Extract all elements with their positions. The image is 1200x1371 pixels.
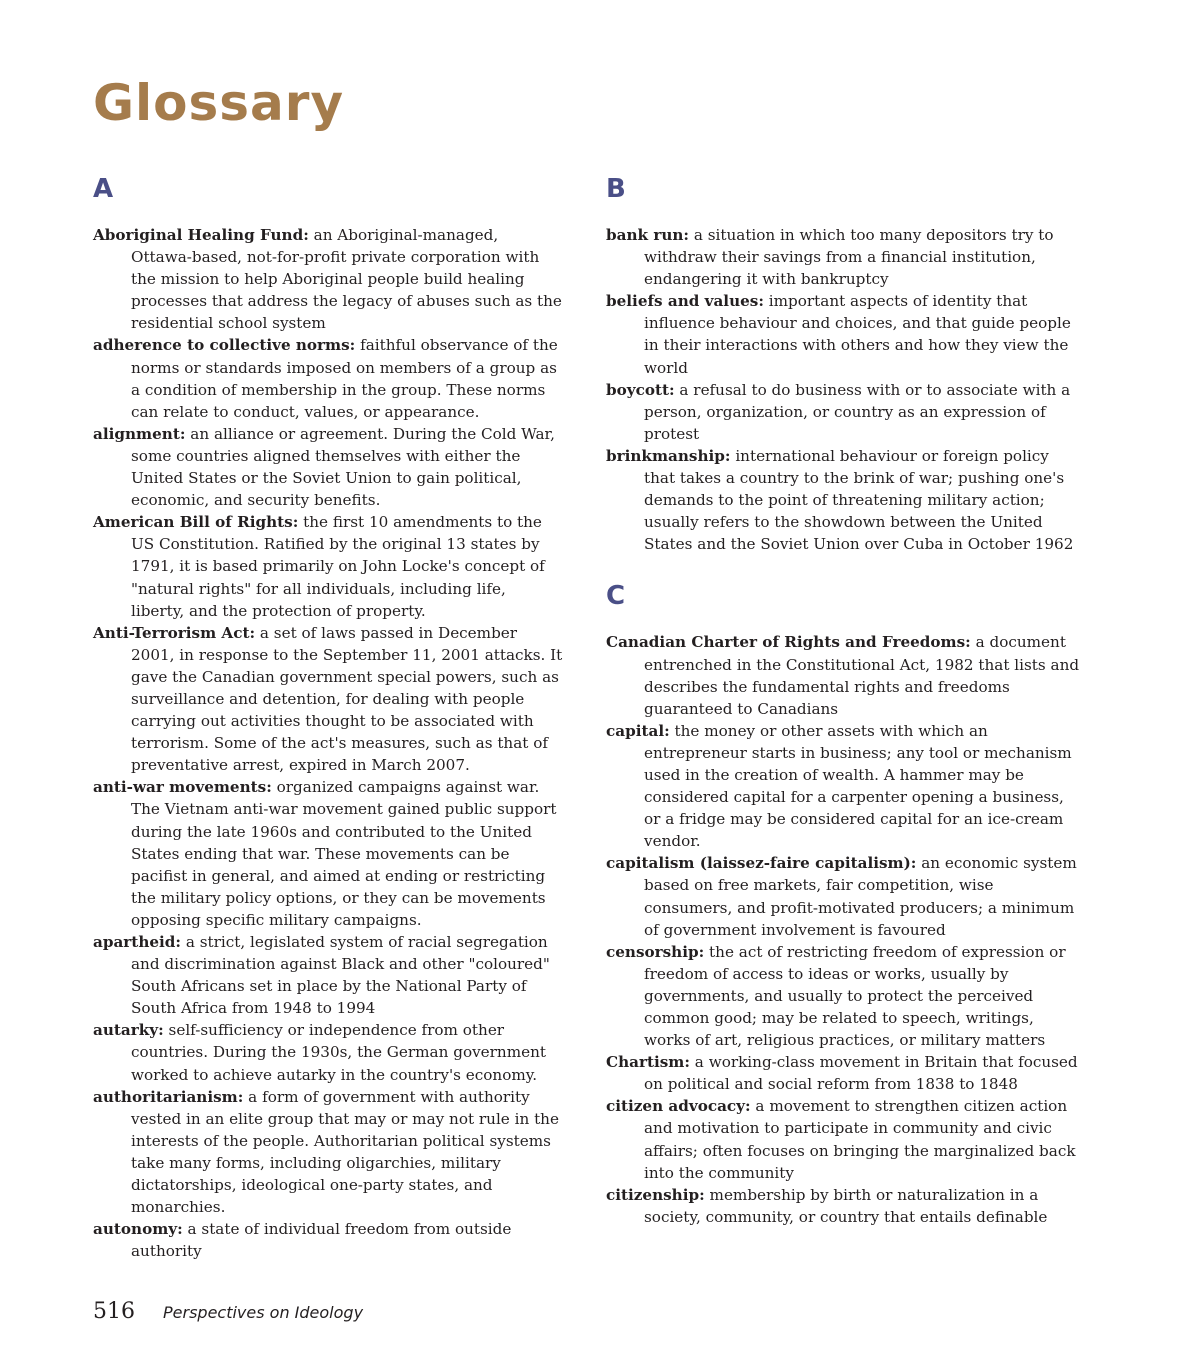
glossary-definition: a working-class movement in Britain that focused on political and social reform from 1838 to 1848 <box>644 1053 1078 1094</box>
right-column <box>606 172 1081 1228</box>
page-footer <box>93 1299 363 1324</box>
glossary-definition: an economic system based on free markets, fair competition, wise consumers, and profit-motivated producers; a minimum of government involvement is favoured <box>644 854 1077 939</box>
glossary-entry <box>93 1086 563 1219</box>
glossary-definition: organized campaigns against war. The Vietnam anti-war movement gained public support during the late 1960s and contributed to the United States ending that war. These movements can be pacifist in general, and aimed at ending or restricting the military policy options, or they can be movements opposing specific military campaigns. <box>131 778 557 929</box>
glossary-definition: a strict, legislated system of racial segregation and discrimination against Black and other "coloured" South Africans set in place by the National Party of South Africa from 1948 to 1994 <box>131 933 550 1018</box>
glossary-entry <box>606 941 1081 1051</box>
glossary-definition: a situation in which too many depositors try to withdraw their savings from a financial institution, endangering it with bankruptcy <box>644 226 1054 289</box>
left-column <box>93 172 563 1262</box>
glossary-entry <box>606 852 1081 940</box>
section-letter-a: A <box>93 174 114 204</box>
glossary-term: brinkmanship: <box>606 446 731 465</box>
glossary-entry <box>93 423 563 511</box>
glossary-term: Canadian Charter of Rights and Freedoms: <box>606 633 971 652</box>
glossary-definition: the money or other assets with which an entrepreneur starts in business; any tool or mechanism used in the creation of wealth. A hammer may be considered capital for a carpenter opening a business, or a fridge may be considered capital for an ice-cream vendor. <box>644 721 1072 851</box>
book-title: Perspectives on Ideology <box>163 1303 364 1322</box>
section-gap <box>606 555 1081 579</box>
glossary-term: Aboriginal Healing Fund: <box>93 226 309 244</box>
glossary-entry <box>93 334 563 422</box>
glossary-entry <box>93 511 563 621</box>
glossary-definition: self-sufficiency or independence from other countries. During the 1930s, the German government worked to achieve autarky in the country's economy. <box>131 1021 546 1084</box>
section-letter-b: B <box>606 174 626 204</box>
glossary-entry <box>606 720 1081 853</box>
glossary-entry <box>93 622 563 777</box>
glossary-definition: a form of government with authority vested in an elite group that may or may not rule in the interests of the people. Authoritarian political systems take many forms, including oligarchies, military dictatorships, ideological one-party states, and monarchies. <box>131 1087 559 1217</box>
glossary-term: anti-war movements: <box>93 778 272 797</box>
glossary-term: capital: <box>606 721 670 740</box>
glossary-entry <box>93 224 563 334</box>
glossary-entry <box>606 1184 1081 1228</box>
glossary-definition: membership by birth or naturalization in a society, community, or country that entails definable <box>644 1185 1048 1226</box>
glossary-term: boycott: <box>606 380 675 399</box>
glossary-list-b <box>606 224 1081 555</box>
glossary-entry <box>93 931 563 1019</box>
glossary-definition: faithful observance of the norms or standards imposed on members of a group as a condition of membership in the group. These norms can relate to conduct, values, or appearance. <box>131 336 558 421</box>
glossary-entry <box>93 776 563 931</box>
glossary-entry <box>93 1019 563 1085</box>
glossary-term: Chartism: <box>606 1053 690 1072</box>
glossary-entry <box>606 224 1081 290</box>
glossary-entry <box>606 631 1081 719</box>
glossary-definition: important aspects of identity that influence behaviour and choices, and that guide people in their interactions with others and how they view the world <box>644 292 1071 377</box>
glossary-term: Anti-Terrorism Act: <box>93 623 256 642</box>
glossary-term: authoritarianism: <box>93 1087 244 1106</box>
glossary-definition: the first 10 amendments to the US Constitution. Ratified by the original 13 states by 1791, it is based primarily on John Locke's concept of "natural rights" for all individuals, including life, liberty, and the protection of property. <box>131 513 545 620</box>
glossary-entry <box>606 1095 1081 1183</box>
glossary-entry <box>606 1051 1081 1095</box>
glossary-term: citizen advocacy: <box>606 1097 751 1116</box>
glossary-definition: a refusal to do business with or to associate with a person, organization, or country as an expression of protest <box>644 380 1071 443</box>
glossary-definition: a set of laws passed in December 2001, in response to the September 11, 2001 attacks. It gave the Canadian government special powers, such as surveillance and detention, for dealing with people carrying out activities thought to be associated with terrorism. Some of the act's measures, such as that of preventative arrest, expired in March 2007. <box>131 623 563 775</box>
glossary-definition: a movement to strengthen citizen action and motivation to participate in community and civic affairs; often focuses on bringing the marginalized back into the community <box>644 1097 1076 1182</box>
glossary-list-a <box>93 224 563 1262</box>
glossary-definition: a state of individual freedom from outside authority <box>131 1220 512 1261</box>
glossary-term: autarky: <box>93 1021 164 1040</box>
glossary-entry <box>606 445 1081 555</box>
glossary-entry <box>606 290 1081 378</box>
glossary-entry <box>606 379 1081 445</box>
glossary-term: autonomy: <box>93 1220 183 1239</box>
glossary-definition: international behaviour or foreign policy that takes a country to the brink of war; pushing one's demands to the point of threatening military action; usually refers to the showdown between the United States and the Soviet Union over Cuba in October 1962 <box>644 446 1074 554</box>
glossary-term: bank run: <box>606 226 690 244</box>
glossary-definition: a document entrenched in the Constitutional Act, 1982 that lists and describes the fundamental rights and freedoms guaranteed to Canadians <box>644 633 1080 718</box>
glossary-term: censorship: <box>606 942 705 961</box>
glossary-term: citizenship: <box>606 1185 705 1204</box>
glossary-term: capitalism (laissez-faire capitalism): <box>606 854 917 873</box>
glossary-entry <box>93 1218 563 1262</box>
glossary-term: adherence to collective norms: <box>93 336 356 355</box>
glossary-definition: the act of restricting freedom of expression or freedom of access to ideas or works, usually by governments, and usually to protect the perceived common good; may be related to speech, writings, works of art, religious practices, or military matters <box>644 942 1066 1050</box>
section-letter-c: C <box>606 581 626 612</box>
glossary-definition: an Aboriginal-managed, Ottawa-based, not-for-profit private corporation with the mission to help Aboriginal people build healing processes that address the legacy of abuses such as the residential school system <box>131 226 562 333</box>
glossary-list-c <box>606 631 1081 1228</box>
glossary-term: beliefs and values: <box>606 292 764 311</box>
glossary-term: apartheid: <box>93 933 182 951</box>
page-title: Glossary <box>93 74 345 132</box>
glossary-term: American Bill of Rights: <box>93 513 299 532</box>
glossary-term: alignment: <box>93 424 186 443</box>
glossary-definition: an alliance or agreement. During the Cold War, some countries aligned themselves with either the United States or the Soviet Union to gain political, economic, and security benefits. <box>131 424 555 510</box>
page-number: 516 <box>93 1299 135 1324</box>
